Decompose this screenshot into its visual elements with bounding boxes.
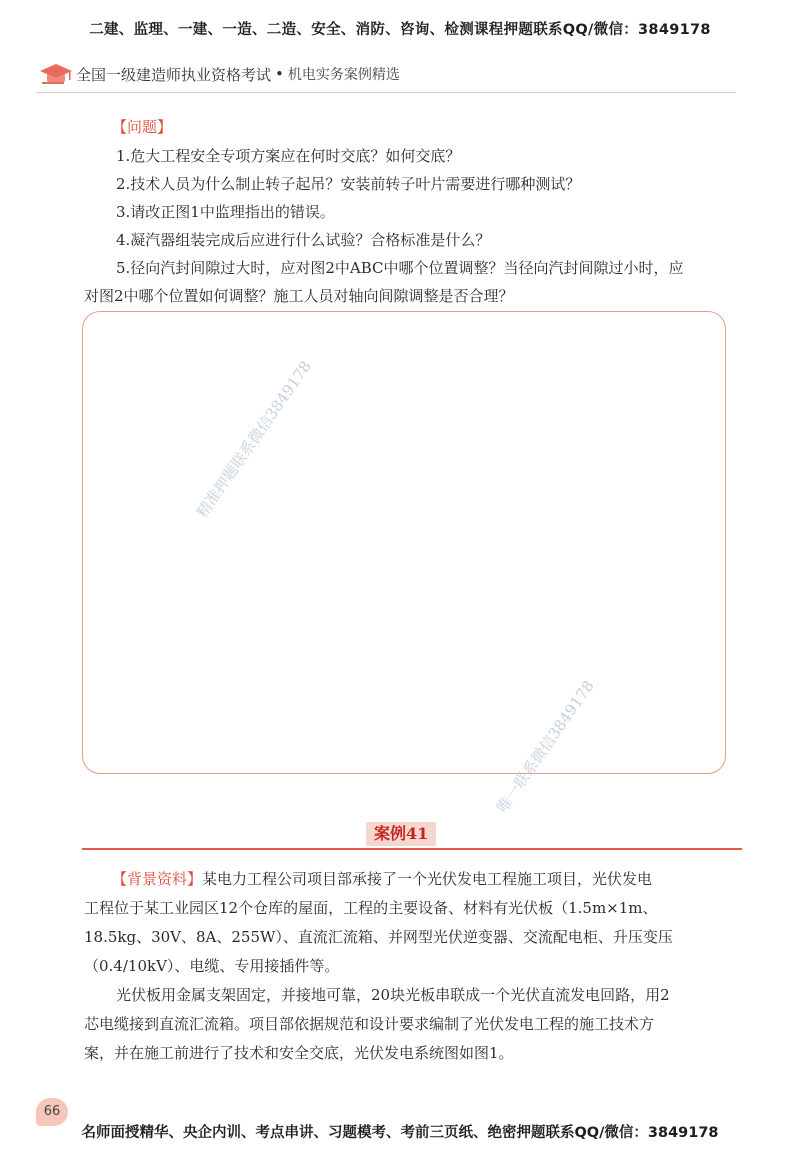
bottom-banner: 名师面授精华、央企内训、考点串讲、习题模考、考前三页纸、绝密押题联系QQ/微信：3849178 [81, 1125, 719, 1141]
case-divider [82, 848, 742, 850]
book-title: 全国一级建造师执业资格考试 [76, 65, 272, 84]
questions-label: 【问题】 [112, 118, 173, 136]
graduation-cap-icon [38, 61, 74, 87]
paragraph-line: （0.4/10kV）、电缆、专用接插件等。 [84, 957, 340, 975]
paragraph-line: 芯电缆接到直流汇流箱。项目部依据规范和设计要求编制了光伏发电工程的施工技术方 [84, 1015, 655, 1033]
title-separator: • [275, 65, 284, 83]
book-subtitle: 机电实务案例精选 [287, 67, 400, 83]
question-item: 5.径向汽封间隙过大时，应对图2中ABC中哪个位置调整？当径向汽封间隙过小时，应 [116, 259, 684, 277]
question-item: 对图2中哪个位置如何调整？施工人员对轴向间隙调整是否合理？ [84, 287, 514, 305]
question-item: 1.危大工程安全专项方案应在何时交底？如何交底？ [116, 147, 461, 165]
book-header [38, 60, 400, 88]
background-label: 【背景资料】 [112, 870, 203, 888]
watermark-text: 唯一联系微信3849178 [493, 677, 598, 816]
case-title: 案例41 [366, 822, 436, 846]
question-item: 3.请改正图1中监理指出的错误。 [116, 203, 335, 221]
top-banner: 二建、监理、一建、一造、二造、安全、消防、咨询、检测课程押题联系QQ/微信：3849178 [89, 22, 711, 38]
page-number: 66 [36, 1098, 68, 1126]
question-item: 2.技术人员为什么制止转子起吊？安装前转子叶片需要进行哪种测试？ [116, 175, 581, 193]
answer-box [82, 311, 726, 774]
question-item: 4.凝汽器组装完成后应进行什么试验？合格标准是什么？ [116, 231, 491, 249]
paragraph-line: 光伏板用金属支架固定，并接地可靠，20块光板串联成一个光伏直流发电回路，用2 [116, 986, 670, 1004]
paragraph-text: 某电力工程公司项目部承接了一个光伏发电工程施工项目，光伏发电 [202, 870, 653, 888]
paragraph-line: 工程位于某工业园区12个仓库的屋面，工程的主要设备、材料有光伏板（1.5m×1m、 [84, 899, 658, 917]
paragraph-line: 案，并在施工前进行了技术和安全交底，光伏发电系统图如图1。 [84, 1044, 514, 1062]
paragraph-line: 18.5kg、30V、8A、255W）、直流汇流箱、并网型光伏逆变器、交流配电柜、升压变压 [84, 928, 673, 946]
paragraph-line [112, 868, 652, 889]
header-divider [36, 92, 736, 93]
watermark-text: 精准押题联系微信3849178 [193, 357, 315, 521]
